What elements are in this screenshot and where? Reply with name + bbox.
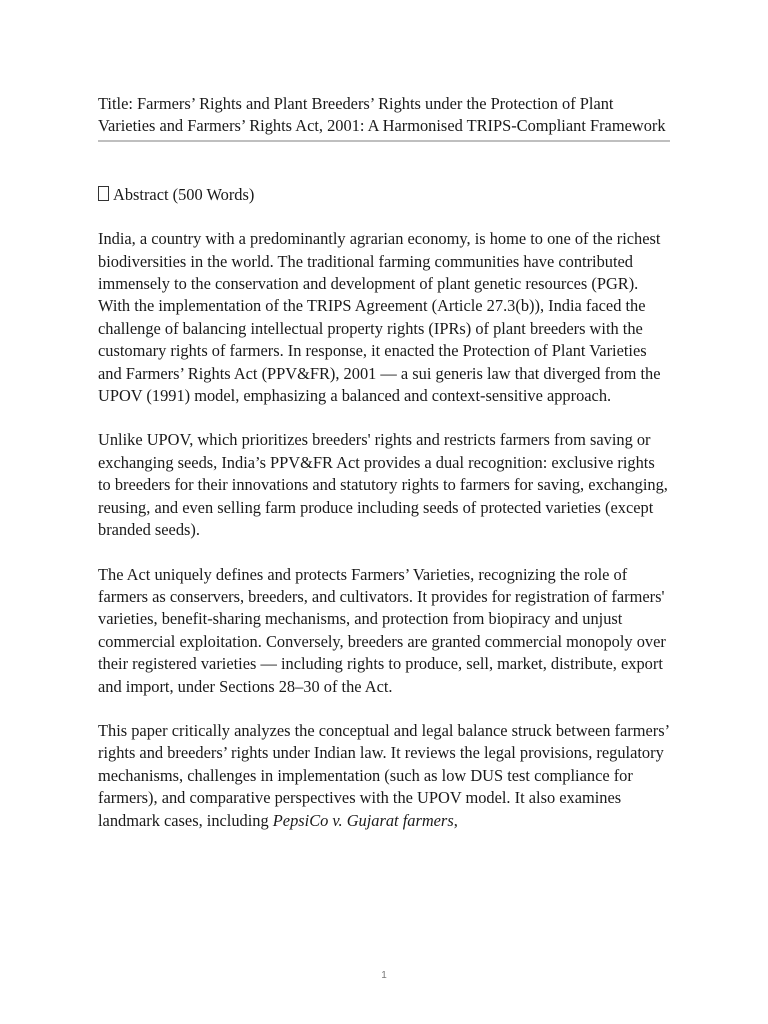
paragraph-4-text: This paper critically analyzes the conceptual and legal balance struck between farmers’ rights and breeders’ rights under Indian law. It reviews the legal provisions, regulatory mechanisms, challenges in implementation (such as low DUS test compliance for farmers), and comparative perspectives with the UPOV model. It also examines landmark cases, including (98, 720, 669, 830)
abstract-heading (98, 184, 670, 206)
paragraph-4-trailing: , (453, 810, 458, 830)
abstract-paragraph-3: The Act uniquely defines and protects Farmers’ Varieties, recognizing the role of farmers as conservers, breeders, and cultivators. It provides for registration of farmers' varieties, benefit-sharing mechanisms, and protection from biopiracy and unjust commercial exploitation. Conversely, breeders are granted commercial monopoly over their registered varieties — including rights to produce, sell, market, distribute, export and import, under Sections 28–30 of the Act. (98, 564, 666, 696)
document-title: Title: Farmers’ Rights and Plant Breeders’ Rights under the Protection of Plant Varieties and Farmers’ Rights Act, 2001: A Harmonised TRIPS-Compliant Framework (98, 93, 670, 142)
abstract-paragraph-2: Unlike UPOV, which prioritizes breeders' rights and restricts farmers from saving or exchanging seeds, India’s PPV&FR Act provides a dual recognition: exclusive rights to breeders for their innovations and statutory rights to farmers for saving, exchanging, reusing, and even selling farm produce including seeds of protected varieties (except branded seeds). (98, 430, 668, 540)
missing-glyph-box-icon (98, 186, 109, 201)
abstract-paragraph-1: India, a country with a predominantly agrarian economy, is home to one of the richest biodiversities in the world. The traditional farming communities have contributed immensely to the conservation and development of plant genetic resources (PGR). With the implementation of the TRIPS Agreement (Article 27.3(b)), India faced the challenge of balancing intellectual property rights (IPRs) of plant breeders with the customary rights of farmers. In response, it enacted the Protection of Plant Varieties and Farmers’ Rights Act (PPV&FR), 2001 — a sui generis law that diverged from the UPOV (1991) model, emphasizing a balanced and context-sensitive approach. (98, 229, 661, 406)
abstract-paragraph-4 (98, 720, 670, 832)
abstract-heading-text: Abstract (500 Words) (113, 184, 255, 204)
case-name-italic: PepsiCo v. Gujarat farmers (272, 810, 454, 830)
page-number: 1 (381, 970, 387, 981)
document-body (98, 93, 670, 832)
